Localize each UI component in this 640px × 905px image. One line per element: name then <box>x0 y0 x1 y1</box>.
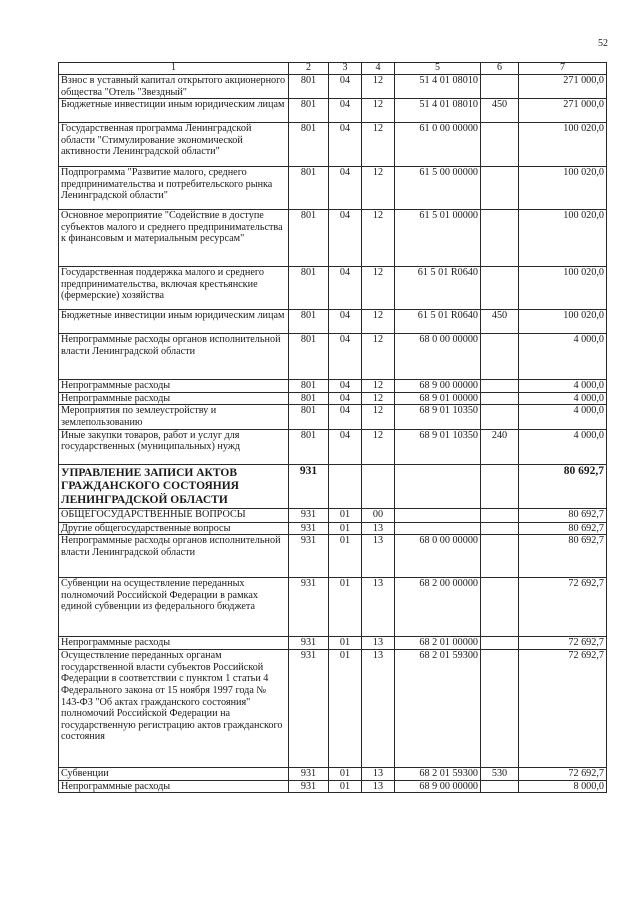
row-expense-type: 240 <box>481 429 519 464</box>
row-name: Субвенции <box>59 768 289 781</box>
row-subsection-code: 13 <box>362 578 395 637</box>
row-expense-type <box>481 267 519 310</box>
row-amount: 4 000,0 <box>519 405 607 429</box>
row-name: Взнос в уставный капитал открытого акционерного общества "Отель "Звездный" <box>59 75 289 99</box>
row-target-article: 68 2 01 59300 <box>395 768 481 781</box>
row-target-article: 68 2 00 00000 <box>395 578 481 637</box>
row-expense-type <box>481 392 519 405</box>
row-ministry-code: 931 <box>289 768 329 781</box>
table-row <box>59 380 607 393</box>
row-expense-type <box>481 578 519 637</box>
row-amount: 271 000,0 <box>519 75 607 99</box>
header-row <box>59 63 607 75</box>
row-section-code: 04 <box>329 310 362 334</box>
row-subsection-code: 12 <box>362 310 395 334</box>
row-expense-type <box>481 522 519 535</box>
row-name: ОБЩЕГОСУДАРСТВЕННЫЕ ВОПРОСЫ <box>59 508 289 522</box>
column-header: 2 <box>289 63 329 75</box>
row-subsection-code: 12 <box>362 167 395 210</box>
row-subsection-code: 13 <box>362 522 395 535</box>
row-target-article: 68 9 00 00000 <box>395 380 481 393</box>
row-section-code: 04 <box>329 267 362 310</box>
row-expense-type <box>481 535 519 578</box>
row-ministry-code: 801 <box>289 380 329 393</box>
row-section-code: 01 <box>329 768 362 781</box>
row-section-code: 04 <box>329 123 362 167</box>
table-row <box>59 464 607 508</box>
row-subsection-code: 12 <box>362 334 395 380</box>
row-amount: 72 692,7 <box>519 650 607 768</box>
row-target-article: 68 9 01 00000 <box>395 392 481 405</box>
row-target-article: 68 2 01 59300 <box>395 650 481 768</box>
row-subsection-code: 12 <box>362 267 395 310</box>
row-target-article: 68 9 01 10350 <box>395 429 481 464</box>
row-name: Субвенции на осуществление переданных полномочий Российской Федерации в рамках единой субвенции из федерального бюджета <box>59 578 289 637</box>
table-row <box>59 522 607 535</box>
table-row <box>59 123 607 167</box>
row-name: Иные закупки товаров, работ и услуг для государственных (муниципальных) нужд <box>59 429 289 464</box>
row-ministry-code: 931 <box>289 464 329 508</box>
column-header: 4 <box>362 63 395 75</box>
row-expense-type <box>481 464 519 508</box>
row-target-article: 68 0 00 00000 <box>395 535 481 578</box>
row-name: Бюджетные инвестиции иным юридическим лицам <box>59 99 289 123</box>
row-ministry-code: 931 <box>289 780 329 793</box>
table-row <box>59 780 607 793</box>
row-name: Непрограммные расходы органов исполнительной власти Ленинградской области <box>59 334 289 380</box>
row-amount: 100 020,0 <box>519 123 607 167</box>
column-header: 5 <box>395 63 481 75</box>
row-name: Непрограммные расходы <box>59 637 289 650</box>
row-ministry-code: 931 <box>289 637 329 650</box>
row-subsection-code: 13 <box>362 768 395 781</box>
row-ministry-code: 801 <box>289 334 329 380</box>
row-subsection-code: 12 <box>362 75 395 99</box>
row-target-article: 61 0 00 00000 <box>395 123 481 167</box>
row-name: Непрограммные расходы <box>59 392 289 405</box>
budget-table <box>58 62 607 793</box>
table-row <box>59 167 607 210</box>
row-expense-type <box>481 780 519 793</box>
table-row <box>59 637 607 650</box>
row-subsection-code: 12 <box>362 123 395 167</box>
row-section-code: 01 <box>329 637 362 650</box>
row-expense-type <box>481 650 519 768</box>
table-row <box>59 535 607 578</box>
row-amount: 4 000,0 <box>519 392 607 405</box>
row-subsection-code <box>362 464 395 508</box>
row-amount: 100 020,0 <box>519 167 607 210</box>
row-ministry-code: 801 <box>289 167 329 210</box>
row-ministry-code: 931 <box>289 578 329 637</box>
row-ministry-code: 801 <box>289 429 329 464</box>
table-row <box>59 99 607 123</box>
row-section-code: 04 <box>329 392 362 405</box>
table-row <box>59 508 607 522</box>
row-amount: 72 692,7 <box>519 637 607 650</box>
table-row <box>59 75 607 99</box>
row-subsection-code: 12 <box>362 210 395 267</box>
row-subsection-code: 12 <box>362 99 395 123</box>
table-row <box>59 405 607 429</box>
row-expense-type <box>481 75 519 99</box>
table-row <box>59 578 607 637</box>
row-subsection-code: 12 <box>362 429 395 464</box>
row-ministry-code: 801 <box>289 310 329 334</box>
row-subsection-code: 00 <box>362 508 395 522</box>
row-target-article: 68 0 00 00000 <box>395 334 481 380</box>
row-ministry-code: 931 <box>289 650 329 768</box>
row-target-article: 61 5 01 R0640 <box>395 310 481 334</box>
row-amount: 80 692,7 <box>519 522 607 535</box>
row-amount: 100 020,0 <box>519 310 607 334</box>
row-name: Непрограммные расходы <box>59 380 289 393</box>
row-target-article: 61 5 00 00000 <box>395 167 481 210</box>
row-subsection-code: 12 <box>362 392 395 405</box>
row-section-code: 04 <box>329 380 362 393</box>
row-ministry-code: 801 <box>289 267 329 310</box>
row-amount: 80 692,7 <box>519 508 607 522</box>
row-name: Непрограммные расходы органов исполнительной власти Ленинградской области <box>59 535 289 578</box>
row-section-code <box>329 464 362 508</box>
row-expense-type <box>481 637 519 650</box>
row-section-code: 04 <box>329 167 362 210</box>
row-expense-type <box>481 508 519 522</box>
row-target-article <box>395 508 481 522</box>
row-target-article <box>395 464 481 508</box>
row-expense-type <box>481 405 519 429</box>
row-amount: 80 692,7 <box>519 464 607 508</box>
row-section-code: 01 <box>329 650 362 768</box>
row-amount: 8 000,0 <box>519 780 607 793</box>
row-target-article: 68 9 00 00000 <box>395 780 481 793</box>
row-section-code: 01 <box>329 780 362 793</box>
row-amount: 4 000,0 <box>519 334 607 380</box>
row-expense-type: 450 <box>481 99 519 123</box>
row-expense-type <box>481 167 519 210</box>
row-section-code: 04 <box>329 75 362 99</box>
table-row <box>59 650 607 768</box>
row-subsection-code: 12 <box>362 380 395 393</box>
row-ministry-code: 801 <box>289 405 329 429</box>
row-ministry-code: 931 <box>289 535 329 578</box>
row-ministry-code: 801 <box>289 392 329 405</box>
row-amount: 80 692,7 <box>519 535 607 578</box>
row-section-code: 01 <box>329 508 362 522</box>
column-header: 6 <box>481 63 519 75</box>
table-row <box>59 392 607 405</box>
row-section-code: 01 <box>329 522 362 535</box>
column-header: 3 <box>329 63 362 75</box>
table-row <box>59 334 607 380</box>
table-row <box>59 210 607 267</box>
row-amount: 72 692,7 <box>519 578 607 637</box>
row-subsection-code: 13 <box>362 650 395 768</box>
row-amount: 4 000,0 <box>519 380 607 393</box>
table-row <box>59 310 607 334</box>
row-section-code: 04 <box>329 429 362 464</box>
table-row <box>59 429 607 464</box>
row-name: Основное мероприятие "Содействие в доступе субъектов малого и среднего предпринимательства к финансовым и материальным ресурсам" <box>59 210 289 267</box>
row-section-code: 01 <box>329 578 362 637</box>
row-expense-type <box>481 380 519 393</box>
row-name: Государственная программа Ленинградской области "Стимулирование экономической активности Ленинградской области" <box>59 123 289 167</box>
row-subsection-code: 13 <box>362 535 395 578</box>
row-expense-type <box>481 123 519 167</box>
row-amount: 271 000,0 <box>519 99 607 123</box>
row-amount: 72 692,7 <box>519 768 607 781</box>
column-header: 1 <box>59 63 289 75</box>
page-number: 52 <box>598 38 608 49</box>
row-expense-type: 530 <box>481 768 519 781</box>
row-ministry-code: 801 <box>289 210 329 267</box>
row-expense-type: 450 <box>481 310 519 334</box>
row-name: Бюджетные инвестиции иным юридическим лицам <box>59 310 289 334</box>
row-target-article <box>395 522 481 535</box>
row-name: Мероприятия по землеустройству и землепользованию <box>59 405 289 429</box>
table-row <box>59 267 607 310</box>
row-name: Подпрограмма "Развитие малого, среднего предпринимательства и потребительского рынка Ленинградской области" <box>59 167 289 210</box>
row-expense-type <box>481 210 519 267</box>
row-ministry-code: 801 <box>289 75 329 99</box>
column-header: 7 <box>519 63 607 75</box>
row-target-article: 68 2 01 00000 <box>395 637 481 650</box>
row-ministry-code: 931 <box>289 522 329 535</box>
row-target-article: 61 5 01 00000 <box>395 210 481 267</box>
row-ministry-code: 931 <box>289 508 329 522</box>
row-target-article: 51 4 01 08010 <box>395 75 481 99</box>
row-name: Другие общегосударственные вопросы <box>59 522 289 535</box>
row-section-code: 04 <box>329 405 362 429</box>
row-section-code: 04 <box>329 99 362 123</box>
row-name: УПРАВЛЕНИЕ ЗАПИСИ АКТОВ ГРАЖДАНСКОГО СОСТОЯНИЯ ЛЕНИНГРАДСКОЙ ОБЛАСТИ <box>59 464 289 508</box>
row-target-article: 51 4 01 08010 <box>395 99 481 123</box>
row-name: Осуществление переданных органам государственной власти субъектов Российской Федерации в соответствии с пунктом 1 статьи 4 Федерального закона от 15 ноября 1997 года № 143-ФЗ "Об актах гражданского состояния" полномочий Российской Федерации на государственную регистрацию актов гражданского состояния <box>59 650 289 768</box>
row-amount: 4 000,0 <box>519 429 607 464</box>
row-section-code: 04 <box>329 210 362 267</box>
row-ministry-code: 801 <box>289 123 329 167</box>
row-amount: 100 020,0 <box>519 210 607 267</box>
row-name: Государственная поддержка малого и среднего предпринимательства, включая крестьянские (фермерские) хозяйства <box>59 267 289 310</box>
row-subsection-code: 13 <box>362 780 395 793</box>
row-name: Непрограммные расходы <box>59 780 289 793</box>
table-row <box>59 768 607 781</box>
row-expense-type <box>481 334 519 380</box>
row-amount: 100 020,0 <box>519 267 607 310</box>
row-subsection-code: 12 <box>362 405 395 429</box>
row-section-code: 04 <box>329 334 362 380</box>
row-subsection-code: 13 <box>362 637 395 650</box>
row-target-article: 61 5 01 R0640 <box>395 267 481 310</box>
row-ministry-code: 801 <box>289 99 329 123</box>
row-target-article: 68 9 01 10350 <box>395 405 481 429</box>
row-section-code: 01 <box>329 535 362 578</box>
